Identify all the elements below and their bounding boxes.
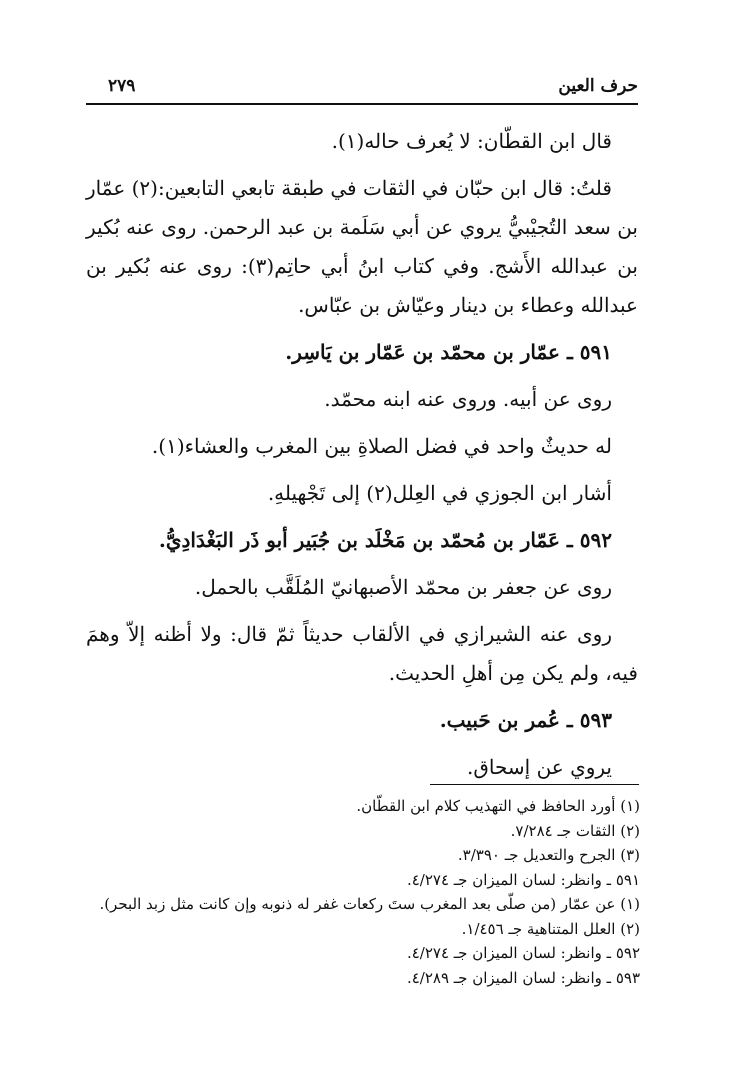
- footnote: (٢) الثقات جـ ٧/٢٨٤.: [510, 821, 640, 840]
- entry-592-heading: ٥٩٢ ـ عَمّار بن مُحمّد بن مَخْلَد بن جُبَير أبو ذَر البَغْدَادِيُّ.: [158, 528, 612, 552]
- paragraph-narration-591: روى عن أبيه. وروى عنه ابنه محمّد.: [324, 387, 612, 411]
- footnote-rule: [430, 784, 639, 785]
- main-text: [86, 122, 638, 795]
- paragraph-narration-593: يروي عن إسحاق.: [467, 755, 612, 779]
- footnote: ٥٩٢ ـ وانظر: لسان الميزان جـ ٤/٢٧٤.: [406, 944, 640, 962]
- page-header: [86, 74, 638, 102]
- entry-591-heading: ٥٩١ ـ عمّار بن محمّد بن عَمّار بن يَاسِر.: [285, 340, 612, 364]
- paragraph-shirazi: روى عنه الشيرازي في الألقاب حديثاً ثمّ قال: ولا أظنه إلاّ وهمَ فيه، ولم يكن مِن أهلِ الحديث.: [86, 622, 638, 685]
- footnote: (٣) الجرح والتعديل جـ ٣/٣٩٠.: [457, 846, 640, 864]
- paragraph-hadith-591: له حديثٌ واحد في فضل الصلاةِ بين المغرب والعشاء(١).: [151, 434, 612, 458]
- paragraph-narration-592: روى عن جعفر بن محمّد الأصبهانيّ المُلَقَّب بالحمل.: [194, 575, 612, 599]
- page-number: ٢٧٩: [108, 76, 136, 96]
- entry-593-heading: ٥٩٣ ـ عُمر بن حَبيب.: [439, 708, 612, 732]
- header-rule: [86, 103, 638, 105]
- running-title: حرف العين: [558, 76, 638, 96]
- paragraph-ibn-jawzi: أشار ابن الجوزي في العِلل(٢) إلى تَجْهيلهِ.: [267, 481, 612, 505]
- paragraph-ibn-hibban: قلتُ: قال ابن حبّان في الثقات في طبقة تابعي التابعين:(٢) عمّار بن سعد التُجيْبيُّ يروي عن أبي سَلَمة بن عبد الرحمن. روى عنه بُكير بن عبدالله الأَشج. وفي كتاب ابنُ أبي حاتِم(٣): روى عنه بُكير بن عبدالله وعطاء بن دينار وعيّاش بن عبّاس.: [86, 176, 638, 317]
- footnote: ٥٩١ ـ وانظر: لسان الميزان جـ ٤/٢٧٤.: [406, 870, 640, 889]
- footnote: (١) أورد الحافظ في التهذيب كلام ابن القطّان.: [356, 797, 640, 815]
- footnote: ٥٩٣ ـ وانظر: لسان الميزان جـ ٤/٢٨٩.: [406, 968, 640, 987]
- footnote: (٢) العلل المتناهية جـ ١/٤٥٦.: [461, 919, 640, 938]
- paragraph-ibn-qattan: قال ابن القطّان: لا يُعرف حاله(١).: [331, 129, 612, 153]
- footnote: (١) عن عمّار (من صلّى بعد المغرب ستَ ركعات غفر له ذنوبه وإن كانت مثل زبد البحر).: [99, 895, 640, 913]
- footnotes: [80, 794, 640, 990]
